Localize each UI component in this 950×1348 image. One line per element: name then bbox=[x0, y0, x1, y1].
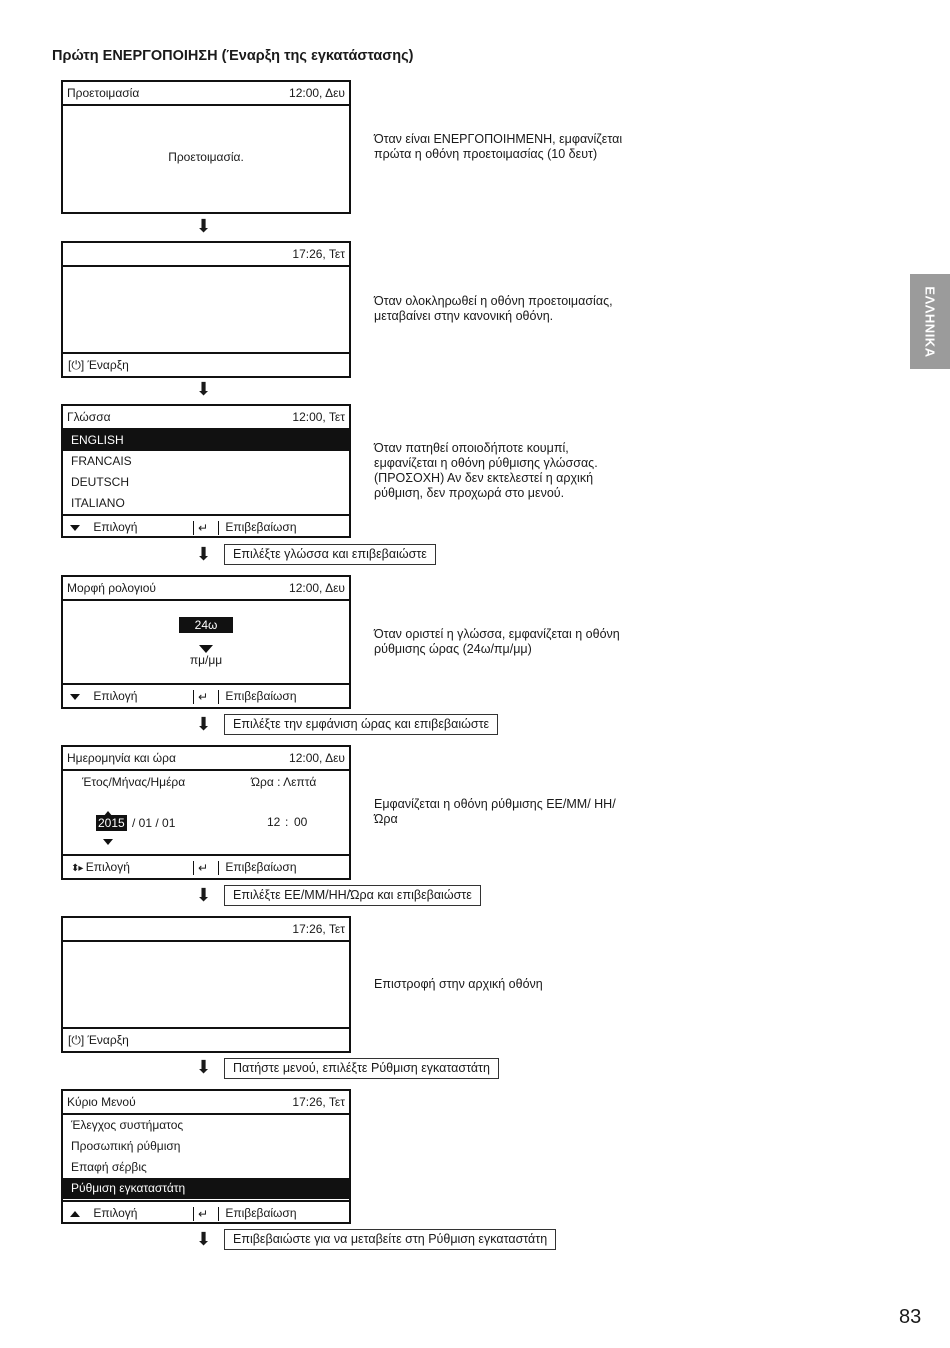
hour-field[interactable]: 12 bbox=[267, 815, 281, 829]
language-option[interactable]: DEUTSCH bbox=[71, 475, 130, 489]
confirm-label: Επιβεβαίωση bbox=[225, 689, 297, 703]
time-separator: : bbox=[285, 815, 289, 829]
description-3: Όταν πατηθεί οποιοδήποτε κουμπί, εμφανίζεται η οθόνη ρύθμισης γλώσσας. (ΠΡΟΣΟΧΗ) Αν δεν εκτελεστεί η αρχική ρύθμιση, δεν προχωρά στο μενού. bbox=[374, 441, 598, 500]
screen-footer bbox=[63, 1200, 349, 1224]
main-menu-list bbox=[63, 1115, 349, 1200]
screen-footer bbox=[63, 683, 349, 707]
down-arrow-icon: ⬇ bbox=[196, 216, 212, 236]
select-control[interactable] bbox=[68, 685, 137, 707]
screen-title: Κύριο Μενού bbox=[67, 1095, 136, 1109]
screen-clock: 12:00, Τετ bbox=[292, 410, 345, 424]
start-label: Έναρξη bbox=[87, 1033, 129, 1047]
select-control[interactable] bbox=[71, 856, 130, 880]
screen-body bbox=[63, 771, 349, 854]
step-instruction: Πατήστε μενού, επιλέξτε Ρύθμιση εγκαταστάτη bbox=[224, 1058, 499, 1079]
date-column-header: Έτος/Μήνας/Ημέρα bbox=[82, 775, 186, 789]
select-control[interactable] bbox=[68, 516, 137, 538]
screen-title-bar bbox=[63, 747, 349, 771]
menu-item-service-contact[interactable]: Επαφή σέρβις bbox=[71, 1160, 147, 1174]
start-control[interactable] bbox=[68, 1029, 129, 1051]
screen-body bbox=[63, 942, 349, 1027]
preparation-message: Προετοιμασία. bbox=[168, 150, 244, 164]
screen-footer bbox=[63, 514, 349, 538]
normal-screen bbox=[61, 916, 351, 1053]
normal-screen bbox=[61, 241, 351, 378]
enter-icon: ↵ bbox=[193, 521, 219, 535]
screen-title-bar bbox=[63, 918, 349, 942]
down-arrow-icon: ⬇ bbox=[196, 1229, 212, 1249]
preparation-screen bbox=[61, 80, 351, 214]
confirm-label: Επιβεβαίωση bbox=[225, 860, 297, 874]
screen-title: Μορφή ρολογιού bbox=[67, 581, 156, 595]
screen-clock: 17:26, Τετ bbox=[292, 247, 345, 261]
down-arrow-icon: ⬇ bbox=[196, 885, 212, 905]
language-option[interactable]: ITALIANO bbox=[71, 496, 125, 510]
month-day-field[interactable]: / 01 / 01 bbox=[132, 816, 176, 830]
down-arrow-icon: ⬇ bbox=[196, 714, 212, 734]
step-instruction: Επιβεβαιώστε για να μεταβείτε στη Ρύθμιση εγκαταστάτη bbox=[224, 1229, 556, 1250]
enter-icon: ↵ bbox=[193, 690, 219, 704]
confirm-control[interactable] bbox=[193, 856, 297, 878]
screen-clock: 12:00, Δευ bbox=[289, 581, 345, 595]
enter-icon: ↵ bbox=[193, 861, 219, 875]
page-heading: Πρώτη ΕΝΕΡΓΟΠΟΙΗΣΗ (Έναρξη της εγκατάστασης) bbox=[52, 48, 414, 64]
four-way-arrow-icon: ⬍▸ bbox=[71, 863, 83, 874]
description-1: Όταν είναι ΕΝΕΡΓΟΠΟΙΗΜΕΝΗ, εμφανίζεται πρώτα η οθόνη προετοιμασίας (10 δευτ) bbox=[374, 132, 623, 161]
power-icon: [⏻] bbox=[68, 358, 85, 372]
confirm-label: Επιβεβαίωση bbox=[225, 520, 297, 534]
screen-footer bbox=[63, 352, 349, 376]
confirm-control[interactable] bbox=[193, 1202, 297, 1224]
clock-format-option[interactable]: πμ/μμ bbox=[189, 653, 223, 667]
screen-title: Ημερομηνία και ώρα bbox=[67, 751, 176, 765]
screen-title: Προετοιμασία bbox=[67, 86, 140, 100]
start-control[interactable] bbox=[68, 354, 129, 376]
select-label: Επιλογή bbox=[93, 520, 138, 534]
time-column-header: Ώρα : Λεπτά bbox=[251, 775, 317, 789]
arrow-up-icon bbox=[70, 1211, 80, 1217]
screen-body bbox=[63, 267, 349, 352]
enter-icon: ↵ bbox=[193, 1207, 219, 1221]
screen-footer bbox=[63, 1027, 349, 1051]
menu-item-installer-setting[interactable]: Ρύθμιση εγκαταστάτη bbox=[63, 1178, 349, 1199]
arrow-down-icon bbox=[70, 525, 80, 531]
main-menu-screen bbox=[61, 1089, 351, 1224]
language-option[interactable]: ENGLISH bbox=[63, 430, 349, 451]
screen-clock: 12:00, Δευ bbox=[289, 86, 345, 100]
step-instruction: Επιλέξτε γλώσσα και επιβεβαιώστε bbox=[224, 544, 436, 565]
side-tab-label: ΕΛΛΗΝΙΚΑ bbox=[922, 286, 938, 358]
screen-title-bar bbox=[63, 577, 349, 601]
arrow-down-icon bbox=[70, 694, 80, 700]
select-label: Επιλογή bbox=[93, 1206, 138, 1220]
down-arrow-icon: ⬇ bbox=[196, 544, 212, 564]
select-label: Επιλογή bbox=[85, 860, 130, 874]
description-6: Επιστροφή στην αρχική οθόνη bbox=[374, 977, 543, 991]
screen-title-bar bbox=[63, 1091, 349, 1115]
menu-item-personal-setting[interactable]: Προσωπική ρύθμιση bbox=[71, 1139, 181, 1153]
screen-body bbox=[63, 106, 349, 212]
screen-clock: 17:26, Τετ bbox=[292, 1095, 345, 1109]
select-label: Επιλογή bbox=[93, 689, 138, 703]
description-4: Όταν οριστεί η γλώσσα, εμφανίζεται η οθόνη ρύθμισης ώρας (24ω/πμ/μμ) bbox=[374, 627, 620, 656]
screen-body bbox=[63, 601, 349, 683]
language-list bbox=[63, 430, 349, 514]
screen-footer bbox=[63, 854, 349, 878]
description-2: Όταν ολοκληρωθεί η οθόνη προετοιμασίας, μεταβαίνει στην κανονική οθόνη. bbox=[374, 294, 613, 323]
clock-format-screen bbox=[61, 575, 351, 709]
confirm-control[interactable] bbox=[193, 685, 297, 707]
start-label: Έναρξη bbox=[87, 358, 129, 372]
menu-item-system-check[interactable]: Έλεγχος συστήματος bbox=[71, 1118, 184, 1132]
year-field[interactable]: 2015 bbox=[98, 816, 125, 830]
screen-title-bar bbox=[63, 82, 349, 106]
language-option[interactable]: FRANCAIS bbox=[71, 454, 132, 468]
step-instruction: Επιλέξτε την εμφάνιση ώρας και επιβεβαιώστε bbox=[224, 714, 498, 735]
minute-field[interactable]: 00 bbox=[294, 815, 308, 829]
select-control[interactable] bbox=[68, 1202, 137, 1224]
screen-clock: 12:00, Δευ bbox=[289, 751, 345, 765]
down-arrow-icon: ⬇ bbox=[196, 1057, 212, 1077]
arrow-down-icon bbox=[103, 834, 113, 848]
step-instruction: Επιλέξτε ΕΕ/ΜΜ/ΗΗ/Ώρα και επιβεβαιώστε bbox=[224, 885, 481, 906]
down-arrow-icon: ⬇ bbox=[196, 379, 212, 399]
confirm-label: Επιβεβαίωση bbox=[225, 1206, 297, 1220]
page-number: 83 bbox=[899, 1306, 922, 1328]
description-5: Εμφανίζεται η οθόνη ρύθμισης ΕΕ/ΜΜ/ ΗΗ/Ώρα bbox=[374, 797, 616, 826]
screen-title-bar bbox=[63, 406, 349, 430]
language-screen bbox=[61, 404, 351, 538]
screen-title-bar bbox=[63, 243, 349, 267]
power-icon: [⏻] bbox=[68, 1033, 85, 1047]
confirm-control[interactable] bbox=[193, 516, 297, 538]
screen-clock: 17:26, Τετ bbox=[292, 922, 345, 936]
clock-format-selected[interactable]: 24ω bbox=[179, 617, 233, 633]
screen-title: Γλώσσα bbox=[67, 410, 111, 424]
date-time-screen bbox=[61, 745, 351, 880]
language-side-tab bbox=[910, 274, 950, 369]
